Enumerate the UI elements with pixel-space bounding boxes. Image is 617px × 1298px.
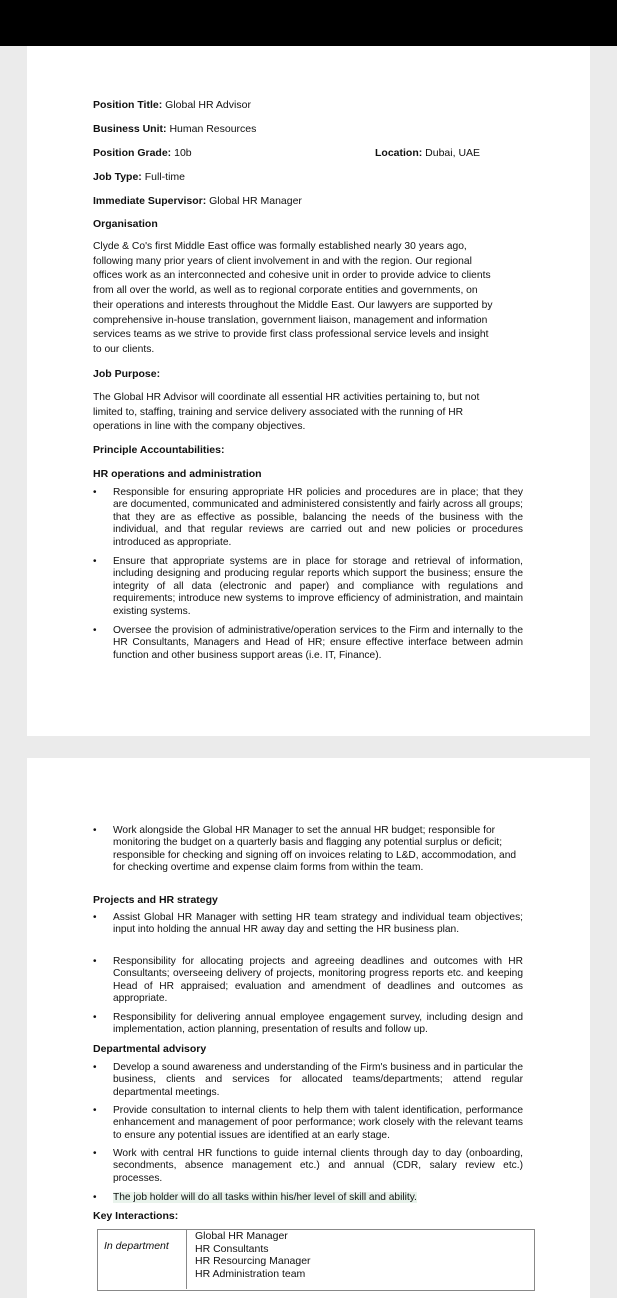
bullet-icon: •	[93, 912, 97, 923]
bullet-icon: •	[93, 956, 97, 967]
job-purpose-paragraph: The Global HR Advisor will coordinate all essential HR activities pertaining to, but not limited to, staffing, training and service delivery associated with the running of HR operations in line with the company objectives.	[93, 392, 480, 433]
accountabilities-heading: Principle Accountabilities:	[93, 444, 225, 456]
immediate-supervisor: Immediate Supervisor: Global HR Manager	[93, 195, 302, 207]
bullet-icon: •	[93, 625, 97, 636]
list-item: Oversee the provision of administrative/operation services to the Firm and internally to the HR Consultants, Managers and Head of HR; ensure effective interface between admin function and other business support areas (i.e. IT, Finance).	[113, 625, 523, 661]
organisation-heading: Organisation	[93, 218, 158, 230]
list-item: Provide consultation to internal clients to help them with talent identification, performance enhancement and management of poor performance; work closely with the relevant teams to ensure any potential issues are identified at an early stage.	[113, 1105, 523, 1141]
location: Location: Dubai, UAE	[375, 147, 481, 159]
list-item: Develop a sound awareness and understanding of the Firm's business and in particular the business, clients and services for allocated teams/departments; attend regular departmental meetings.	[113, 1062, 523, 1098]
list-item: Ensure that appropriate systems are in place for storage and retrieval of information, including designing and producing regular reports which support the business; ensure the integrity of all data (electronic and paper) and compliance with regulations and requirements; introduce new systems to improve efficiency of administration, and maintain existing systems.	[113, 556, 523, 617]
bullet-icon: •	[93, 1192, 97, 1203]
bullet-icon: •	[93, 487, 97, 498]
position-grade: Position Grade: 10b	[93, 147, 192, 159]
advisory-heading: Departmental advisory	[93, 1043, 207, 1055]
key-interactions-heading: Key Interactions:	[93, 1210, 179, 1222]
bullet-icon: •	[93, 1105, 97, 1116]
job-type: Job Type: Full-time	[93, 171, 185, 183]
bullet-icon: •	[93, 556, 97, 567]
projects-heading: Projects and HR strategy	[93, 894, 218, 906]
bullet-icon: •	[93, 825, 97, 836]
list-item: Work alongside the Global HR Manager to set the annual HR budget; responsible for monitoring the budget on a quarterly basis and flagging any potential surplus or deficit; responsible for checking and signing off on invoices relating to L&D, accommodation, and for checking overtime and expense claim forms from within the team.	[113, 825, 517, 874]
list-item: Responsible for ensuring appropriate HR policies and procedures are in place; that they are documented, communicated and administered consistently and fairly across all groups; that they are as effective as possible, balancing the needs of the business with the individual, and that regular reviews are carried out and new policies or procedures introduced as appropriate.	[113, 487, 523, 548]
hr-ops-heading: HR operations and administration	[93, 468, 262, 480]
list-item-highlighted: The job holder will do all tasks within his/her level of skill and ability.	[113, 1192, 417, 1203]
organisation-paragraph: Clyde & Co's first Middle East office was formally established nearly 30 years ago, following many prior years of client involvement in and with the region. Our regional offices work as an interconnected and cohesive unit in order to provide advice to clients from all over the world, as well as to regional corporate entities and governments, on their operations and interests throughout the Middle East. Our lawyers are supported by comprehensive in-house translation, government liaison, management and information services teams as we strive to provide first class professional service levels and insight to our clients.	[93, 241, 493, 355]
business-unit: Business Unit: Human Resources	[93, 123, 257, 135]
bullet-icon: •	[93, 1062, 97, 1073]
interactions-table	[97, 1229, 535, 1291]
table-divider	[186, 1229, 187, 1289]
position-title: Position Title: Global HR Advisor	[93, 99, 251, 111]
list-item: Assist Global HR Manager with setting HR team strategy and individual team objectives; input into holding the annual HR away day and setting the HR business plan.	[113, 912, 523, 936]
bullet-icon: •	[93, 1148, 97, 1159]
table-row-label: In department	[104, 1240, 169, 1252]
table-row-values: Global HR Manager HR Consultants HR Resourcing Manager HR Administration team	[195, 1230, 311, 1280]
job-purpose-heading: Job Purpose:	[93, 368, 161, 380]
list-item: Responsibility for delivering annual employee engagement survey, including design and implementation, action planning, presentation of results and follow up.	[113, 1012, 523, 1036]
list-item: Work with central HR functions to guide internal clients through day to day (onboarding, secondments, absence management etc.) and annual (CDR, salary review etc.) processes.	[113, 1148, 523, 1184]
list-item: Responsibility for allocating projects and agreeing deadlines and outcomes with HR Consultants; overseeing delivery of projects, monitoring progress reports etc. and keeping Head of HR appraised; evaluation and amendment of deadlines and outcomes as appropriate.	[113, 956, 523, 1005]
bullet-icon: •	[93, 1012, 97, 1023]
top-bar	[0, 0, 617, 46]
